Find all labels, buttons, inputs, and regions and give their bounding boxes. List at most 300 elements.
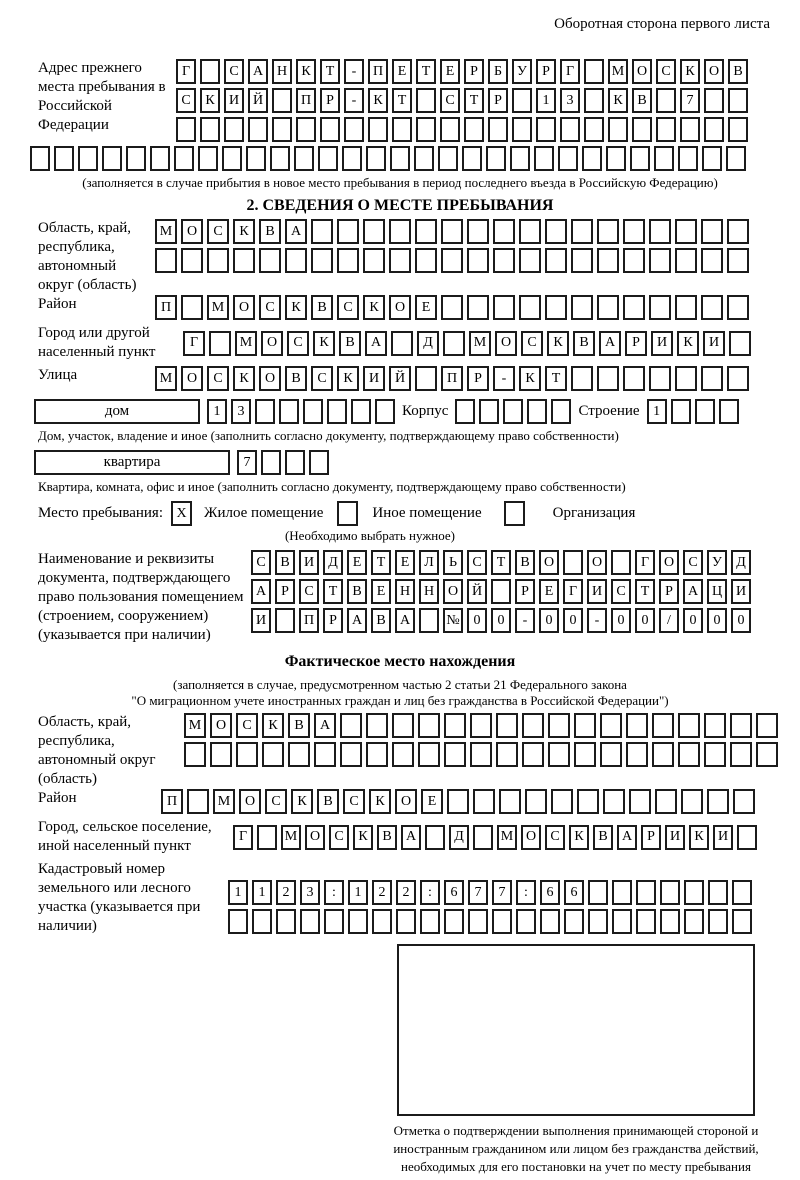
char-cell[interactable]: Т	[392, 88, 412, 113]
char-cell[interactable]	[391, 331, 413, 356]
char-cell[interactable]	[285, 450, 305, 475]
char-cell[interactable]	[455, 399, 475, 424]
char-cell[interactable]: П	[161, 789, 183, 814]
char-cell[interactable]	[597, 219, 619, 244]
char-cell[interactable]: С	[467, 550, 487, 575]
char-cell[interactable]: Н	[395, 579, 415, 604]
char-cell[interactable]	[675, 219, 697, 244]
char-cell[interactable]: Й	[248, 88, 268, 113]
char-cell[interactable]: 7	[492, 880, 512, 905]
char-cell[interactable]	[522, 713, 544, 738]
char-cell[interactable]	[441, 219, 463, 244]
char-cell[interactable]	[732, 909, 752, 934]
char-cell[interactable]	[342, 146, 362, 171]
char-cell[interactable]	[612, 880, 632, 905]
char-cell[interactable]	[584, 59, 604, 84]
char-cell[interactable]: В	[377, 825, 397, 850]
char-cell[interactable]	[488, 117, 508, 142]
char-cell[interactable]: Г	[176, 59, 196, 84]
char-cell[interactable]	[588, 909, 608, 934]
char-cell[interactable]	[496, 742, 518, 767]
char-cell[interactable]	[534, 146, 554, 171]
char-cell[interactable]: В	[339, 331, 361, 356]
char-cell[interactable]: 0	[731, 608, 751, 633]
char-cell[interactable]: 0	[707, 608, 727, 633]
char-cell[interactable]: У	[707, 550, 727, 575]
char-cell[interactable]: Т	[635, 579, 655, 604]
char-cell[interactable]	[200, 117, 220, 142]
char-cell[interactable]	[582, 146, 602, 171]
char-cell[interactable]	[675, 366, 697, 391]
char-cell[interactable]	[491, 579, 511, 604]
char-cell[interactable]	[473, 825, 493, 850]
char-cell[interactable]: К	[296, 59, 316, 84]
char-cell[interactable]	[363, 219, 385, 244]
char-cell[interactable]	[548, 742, 570, 767]
char-cell[interactable]: Р	[464, 59, 484, 84]
char-cell[interactable]: В	[285, 366, 307, 391]
char-cell[interactable]	[623, 248, 645, 273]
char-cell[interactable]: С	[656, 59, 676, 84]
char-cell[interactable]	[390, 146, 410, 171]
char-cell[interactable]	[571, 295, 593, 320]
char-cell[interactable]	[468, 909, 488, 934]
char-cell[interactable]	[418, 742, 440, 767]
char-cell[interactable]: 1	[536, 88, 556, 113]
char-cell[interactable]	[207, 248, 229, 273]
char-cell[interactable]: К	[680, 59, 700, 84]
char-cell[interactable]: Р	[625, 331, 647, 356]
char-cell[interactable]: П	[441, 366, 463, 391]
char-cell[interactable]	[704, 88, 724, 113]
char-cell[interactable]	[564, 909, 584, 934]
char-cell[interactable]: К	[233, 219, 255, 244]
char-cell[interactable]: -	[587, 608, 607, 633]
char-cell[interactable]: М	[155, 366, 177, 391]
char-cell[interactable]	[470, 742, 492, 767]
char-cell[interactable]: 0	[539, 608, 559, 633]
char-cell[interactable]: Ц	[707, 579, 727, 604]
char-cell[interactable]: О	[259, 366, 281, 391]
char-cell[interactable]	[479, 399, 499, 424]
char-cell[interactable]: 6	[540, 880, 560, 905]
char-cell[interactable]: У	[512, 59, 532, 84]
char-cell[interactable]	[737, 825, 757, 850]
char-cell[interactable]: С	[207, 219, 229, 244]
char-cell[interactable]: Р	[536, 59, 556, 84]
checkbox-org[interactable]	[504, 501, 525, 526]
char-cell[interactable]: Т	[545, 366, 567, 391]
char-cell[interactable]: Е	[415, 295, 437, 320]
char-cell[interactable]	[224, 117, 244, 142]
char-cell[interactable]: В	[593, 825, 613, 850]
char-cell[interactable]	[351, 399, 371, 424]
char-cell[interactable]	[671, 399, 691, 424]
char-cell[interactable]: К	[608, 88, 628, 113]
char-cell[interactable]	[473, 789, 495, 814]
char-cell[interactable]	[680, 117, 700, 142]
char-cell[interactable]: 2	[396, 880, 416, 905]
char-cell[interactable]: С	[521, 331, 543, 356]
char-cell[interactable]: 2	[372, 880, 392, 905]
char-cell[interactable]	[636, 880, 656, 905]
char-cell[interactable]	[519, 219, 541, 244]
char-cell[interactable]	[678, 146, 698, 171]
char-cell[interactable]	[414, 146, 434, 171]
char-cell[interactable]	[294, 146, 314, 171]
char-cell[interactable]: 0	[563, 608, 583, 633]
char-cell[interactable]: О	[632, 59, 652, 84]
char-cell[interactable]	[729, 331, 751, 356]
char-cell[interactable]	[209, 331, 231, 356]
char-cell[interactable]: В	[728, 59, 748, 84]
char-cell[interactable]: К	[368, 88, 388, 113]
char-cell[interactable]: В	[371, 608, 391, 633]
char-cell[interactable]: Г	[560, 59, 580, 84]
char-cell[interactable]	[340, 713, 362, 738]
char-cell[interactable]	[275, 608, 295, 633]
char-cell[interactable]: Л	[419, 550, 439, 575]
char-cell[interactable]	[545, 295, 567, 320]
char-cell[interactable]	[655, 789, 677, 814]
char-cell[interactable]	[519, 295, 541, 320]
char-cell[interactable]: К	[363, 295, 385, 320]
char-cell[interactable]	[441, 248, 463, 273]
char-cell[interactable]: К	[547, 331, 569, 356]
char-cell[interactable]	[649, 366, 671, 391]
char-cell[interactable]	[443, 331, 465, 356]
char-cell[interactable]	[701, 366, 723, 391]
char-cell[interactable]	[597, 248, 619, 273]
char-cell[interactable]	[396, 909, 416, 934]
char-cell[interactable]	[447, 789, 469, 814]
char-cell[interactable]	[730, 713, 752, 738]
char-cell[interactable]	[574, 713, 596, 738]
char-cell[interactable]: Д	[449, 825, 469, 850]
char-cell[interactable]: К	[689, 825, 709, 850]
char-cell[interactable]	[311, 219, 333, 244]
char-cell[interactable]	[588, 880, 608, 905]
char-cell[interactable]: С	[259, 295, 281, 320]
char-cell[interactable]	[545, 219, 567, 244]
char-cell[interactable]	[462, 146, 482, 171]
char-cell[interactable]	[181, 248, 203, 273]
char-cell[interactable]: П	[296, 88, 316, 113]
char-cell[interactable]	[503, 399, 523, 424]
char-cell[interactable]: М	[497, 825, 517, 850]
char-cell[interactable]	[512, 88, 532, 113]
char-cell[interactable]: О	[587, 550, 607, 575]
char-cell[interactable]	[30, 146, 50, 171]
char-cell[interactable]: М	[213, 789, 235, 814]
char-cell[interactable]: Р	[467, 366, 489, 391]
char-cell[interactable]	[470, 713, 492, 738]
char-cell[interactable]	[660, 880, 680, 905]
char-cell[interactable]: :	[516, 880, 536, 905]
char-cell[interactable]: О	[443, 579, 463, 604]
char-cell[interactable]	[246, 146, 266, 171]
char-cell[interactable]	[727, 219, 749, 244]
char-cell[interactable]: Т	[323, 579, 343, 604]
char-cell[interactable]	[525, 789, 547, 814]
char-cell[interactable]: К	[233, 366, 255, 391]
char-cell[interactable]	[248, 117, 268, 142]
char-cell[interactable]	[499, 789, 521, 814]
char-cell[interactable]: 0	[467, 608, 487, 633]
char-cell[interactable]	[261, 450, 281, 475]
char-cell[interactable]	[695, 399, 715, 424]
char-cell[interactable]: С	[545, 825, 565, 850]
char-cell[interactable]: 0	[491, 608, 511, 633]
char-cell[interactable]	[467, 295, 489, 320]
char-cell[interactable]: И	[363, 366, 385, 391]
char-cell[interactable]: О	[389, 295, 411, 320]
char-cell[interactable]	[348, 909, 368, 934]
char-cell[interactable]: А	[683, 579, 703, 604]
char-cell[interactable]	[577, 789, 599, 814]
char-cell[interactable]	[704, 742, 726, 767]
char-cell[interactable]	[320, 117, 340, 142]
char-cell[interactable]	[727, 248, 749, 273]
char-cell[interactable]: А	[599, 331, 621, 356]
char-cell[interactable]	[571, 248, 593, 273]
char-cell[interactable]: А	[251, 579, 271, 604]
char-cell[interactable]	[438, 146, 458, 171]
char-cell[interactable]	[270, 146, 290, 171]
char-cell[interactable]	[681, 789, 703, 814]
char-cell[interactable]: Е	[539, 579, 559, 604]
char-cell[interactable]	[441, 295, 463, 320]
char-cell[interactable]	[675, 248, 697, 273]
char-cell[interactable]	[416, 117, 436, 142]
char-cell[interactable]	[719, 399, 739, 424]
char-cell[interactable]	[327, 399, 347, 424]
char-cell[interactable]: О	[395, 789, 417, 814]
char-cell[interactable]	[632, 117, 652, 142]
char-cell[interactable]	[611, 550, 631, 575]
char-cell[interactable]: Д	[323, 550, 343, 575]
char-cell[interactable]	[416, 88, 436, 113]
char-cell[interactable]: О	[495, 331, 517, 356]
char-cell[interactable]	[701, 295, 723, 320]
char-cell[interactable]: Й	[467, 579, 487, 604]
char-cell[interactable]	[516, 909, 536, 934]
char-cell[interactable]: 6	[564, 880, 584, 905]
char-cell[interactable]	[318, 146, 338, 171]
char-cell[interactable]	[728, 88, 748, 113]
char-cell[interactable]	[551, 789, 573, 814]
char-cell[interactable]: В	[573, 331, 595, 356]
char-cell[interactable]	[257, 825, 277, 850]
char-cell[interactable]	[415, 248, 437, 273]
char-cell[interactable]: В	[515, 550, 535, 575]
char-cell[interactable]: Н	[272, 59, 292, 84]
char-cell[interactable]	[649, 219, 671, 244]
char-cell[interactable]: 1	[348, 880, 368, 905]
char-cell[interactable]: 1	[647, 399, 667, 424]
char-cell[interactable]	[536, 117, 556, 142]
char-cell[interactable]	[187, 789, 209, 814]
char-cell[interactable]	[493, 219, 515, 244]
char-cell[interactable]	[233, 248, 255, 273]
char-cell[interactable]: П	[155, 295, 177, 320]
char-cell[interactable]	[210, 742, 232, 767]
char-cell[interactable]	[603, 789, 625, 814]
char-cell[interactable]	[492, 909, 512, 934]
char-cell[interactable]	[675, 295, 697, 320]
char-cell[interactable]: А	[395, 608, 415, 633]
char-cell[interactable]: Г	[183, 331, 205, 356]
char-cell[interactable]	[126, 146, 146, 171]
char-cell[interactable]: Е	[440, 59, 460, 84]
char-cell[interactable]	[389, 248, 411, 273]
char-cell[interactable]: 7	[680, 88, 700, 113]
char-cell[interactable]	[623, 295, 645, 320]
char-cell[interactable]: И	[651, 331, 673, 356]
char-cell[interactable]	[684, 880, 704, 905]
char-cell[interactable]	[444, 713, 466, 738]
char-cell[interactable]	[337, 248, 359, 273]
char-cell[interactable]	[222, 146, 242, 171]
char-cell[interactable]: И	[224, 88, 244, 113]
char-cell[interactable]	[54, 146, 74, 171]
char-cell[interactable]: А	[314, 713, 336, 738]
char-cell[interactable]: Г	[635, 550, 655, 575]
char-cell[interactable]	[228, 909, 248, 934]
char-cell[interactable]	[389, 219, 411, 244]
char-cell[interactable]: И	[665, 825, 685, 850]
char-cell[interactable]: Н	[419, 579, 439, 604]
char-cell[interactable]	[522, 742, 544, 767]
char-cell[interactable]: 0	[611, 608, 631, 633]
char-cell[interactable]: И	[299, 550, 319, 575]
char-cell[interactable]: -	[493, 366, 515, 391]
char-cell[interactable]	[272, 88, 292, 113]
char-cell[interactable]	[340, 742, 362, 767]
char-cell[interactable]: :	[420, 880, 440, 905]
char-cell[interactable]	[303, 399, 323, 424]
char-cell[interactable]	[392, 117, 412, 142]
char-cell[interactable]: -	[515, 608, 535, 633]
char-cell[interactable]: Т	[371, 550, 391, 575]
char-cell[interactable]: С	[611, 579, 631, 604]
char-cell[interactable]	[496, 713, 518, 738]
char-cell[interactable]: Й	[389, 366, 411, 391]
char-cell[interactable]: 0	[683, 608, 703, 633]
char-cell[interactable]	[652, 713, 674, 738]
char-cell[interactable]: В	[347, 579, 367, 604]
char-cell[interactable]	[176, 117, 196, 142]
char-cell[interactable]	[708, 880, 728, 905]
char-cell[interactable]: В	[317, 789, 339, 814]
char-cell[interactable]	[654, 146, 674, 171]
char-cell[interactable]: М	[469, 331, 491, 356]
char-cell[interactable]	[493, 295, 515, 320]
char-cell[interactable]: Р	[320, 88, 340, 113]
char-cell[interactable]: М	[155, 219, 177, 244]
char-cell[interactable]	[366, 713, 388, 738]
char-cell[interactable]	[285, 248, 307, 273]
char-cell[interactable]: О	[181, 366, 203, 391]
char-cell[interactable]: Г	[563, 579, 583, 604]
char-cell[interactable]: К	[337, 366, 359, 391]
char-cell[interactable]: 7	[468, 880, 488, 905]
char-cell[interactable]	[324, 909, 344, 934]
char-cell[interactable]: О	[233, 295, 255, 320]
char-cell[interactable]	[727, 366, 749, 391]
char-cell[interactable]: А	[347, 608, 367, 633]
char-cell[interactable]: Т	[416, 59, 436, 84]
char-cell[interactable]	[626, 713, 648, 738]
char-cell[interactable]: К	[285, 295, 307, 320]
char-cell[interactable]: Т	[320, 59, 340, 84]
char-cell[interactable]: П	[368, 59, 388, 84]
char-cell[interactable]: В	[288, 713, 310, 738]
char-cell[interactable]	[584, 88, 604, 113]
char-cell[interactable]	[262, 742, 284, 767]
char-cell[interactable]: И	[251, 608, 271, 633]
char-cell[interactable]: Б	[488, 59, 508, 84]
char-cell[interactable]	[296, 117, 316, 142]
char-cell[interactable]	[510, 146, 530, 171]
char-cell[interactable]: С	[440, 88, 460, 113]
char-cell[interactable]: К	[262, 713, 284, 738]
char-cell[interactable]: С	[287, 331, 309, 356]
char-cell[interactable]	[733, 789, 755, 814]
char-cell[interactable]: О	[181, 219, 203, 244]
char-cell[interactable]	[629, 789, 651, 814]
char-cell[interactable]	[563, 550, 583, 575]
char-cell[interactable]	[626, 742, 648, 767]
char-cell[interactable]: Г	[233, 825, 253, 850]
char-cell[interactable]	[344, 117, 364, 142]
char-cell[interactable]: И	[713, 825, 733, 850]
char-cell[interactable]	[540, 909, 560, 934]
char-cell[interactable]	[366, 742, 388, 767]
char-cell[interactable]: 7	[237, 450, 257, 475]
char-cell[interactable]	[707, 789, 729, 814]
char-cell[interactable]	[704, 117, 724, 142]
char-cell[interactable]	[678, 742, 700, 767]
char-cell[interactable]: Ь	[443, 550, 463, 575]
char-cell[interactable]: М	[608, 59, 628, 84]
char-cell[interactable]	[584, 117, 604, 142]
char-cell[interactable]: 2	[276, 880, 296, 905]
char-cell[interactable]: :	[324, 880, 344, 905]
char-cell[interactable]	[708, 909, 728, 934]
char-cell[interactable]: -	[344, 59, 364, 84]
char-cell[interactable]: Р	[488, 88, 508, 113]
char-cell[interactable]: Д	[417, 331, 439, 356]
checkbox-inoe[interactable]	[337, 501, 358, 526]
char-cell[interactable]	[392, 713, 414, 738]
char-cell[interactable]: Е	[347, 550, 367, 575]
char-cell[interactable]: /	[659, 608, 679, 633]
char-cell[interactable]	[612, 909, 632, 934]
char-cell[interactable]: К	[353, 825, 373, 850]
char-cell[interactable]: Т	[491, 550, 511, 575]
char-cell[interactable]	[363, 248, 385, 273]
char-cell[interactable]	[425, 825, 445, 850]
char-cell[interactable]	[259, 248, 281, 273]
char-cell[interactable]	[726, 146, 746, 171]
char-cell[interactable]: Е	[392, 59, 412, 84]
char-cell[interactable]	[272, 117, 292, 142]
char-cell[interactable]: К	[369, 789, 391, 814]
char-cell[interactable]	[512, 117, 532, 142]
char-cell[interactable]: О	[659, 550, 679, 575]
char-cell[interactable]	[684, 909, 704, 934]
